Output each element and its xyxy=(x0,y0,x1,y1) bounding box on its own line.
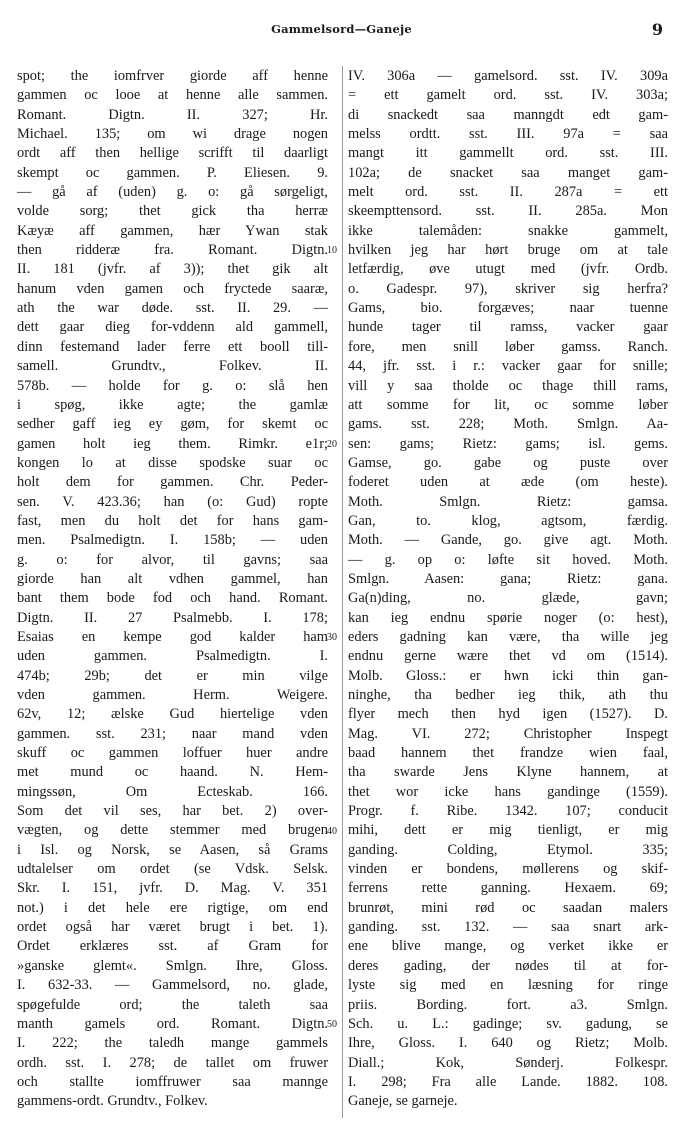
text-line: Ihre, Gloss. I. 640 og Rietz; Molb. xyxy=(348,1035,668,1052)
text-line: Smlgn. Aasen: gana; Rietz: gana. xyxy=(348,570,668,587)
line-number: 40 xyxy=(327,825,337,837)
text-line: sen: gams; Rietz: gams; isl. gems. xyxy=(348,435,668,452)
text-line: ath the war døde. sst. II. 29. — xyxy=(17,300,328,317)
text-line: letfærdig, øve utugt med (jvfr. Ordb. xyxy=(348,261,668,278)
text-line: then ridderæ fra. Romant. Digtn. xyxy=(17,242,328,259)
text-line: att somme for lit, oc somme løber xyxy=(348,396,668,413)
text-line: ordh. sst. I. 278; de tallet om fruwer xyxy=(17,1054,328,1071)
text-line: och stallte iomffruwer saa mannge xyxy=(17,1073,328,1090)
text-line: I. 222; the taledh mange gammels xyxy=(17,1035,328,1052)
text-line: 44, jfr. sst. i r.: vacker gaar for snille; xyxy=(348,358,668,375)
header-title: Gammelsord—Ganeje xyxy=(271,22,412,36)
text-line: kongen lo at disse spodske suar oc xyxy=(17,454,328,471)
text-line: 102a; de snacket saa manget gam- xyxy=(348,164,668,181)
text-line: ganding. sst. 132. — saa snart ark- xyxy=(348,919,668,936)
text-line: ordt aff then hellige scrifft til daarligt xyxy=(17,145,328,162)
text-line: giorde han alt vdhen gammel, han xyxy=(17,570,328,587)
text-line: Esaias en kempe god kalder ham xyxy=(17,628,328,645)
text-line: ikke talemåden: snakke gammelt, xyxy=(348,222,668,239)
text-line: melt ord. sst. II. 287a = ett xyxy=(348,184,668,201)
text-line: ferrens rette ganning. Hexaem. 69; xyxy=(348,880,668,897)
text-line: vden gammen. Herm. Weigere. xyxy=(17,687,328,703)
text-line: ordet også har været brugt i bet. 1). xyxy=(17,919,328,936)
text-line: lyste sig med en læsning for ringe xyxy=(348,977,668,994)
column-divider xyxy=(342,66,343,1118)
text-line: gamen holt ieg them. Rimkr. e1r; xyxy=(17,435,328,452)
text-line: met mund oc haand. N. Hem- xyxy=(17,764,328,781)
text-line: priis. Bording. fort. a3. Smlgn. xyxy=(348,996,668,1013)
text-line: spot; the iomfrver giorde aff henne xyxy=(17,68,328,84)
text-line: gammens-ordt. Grundtv., Folkev. xyxy=(17,1093,208,1110)
text-line: Mag. VI. 272; Christopher Inspegt xyxy=(348,725,668,742)
text-line: samell. Grundtv., Folkev. II. xyxy=(17,358,328,375)
text-line: = ett gamelt ord. sst. IV. 303a; xyxy=(348,87,668,104)
text-line: Michael. 135; om wi drage nogen xyxy=(17,126,328,143)
text-line: I. 632-33. — Gammelsord, no. glade, xyxy=(17,977,328,994)
text-line: dett gaar dieg for-vddenn ald gammell, xyxy=(17,319,328,336)
line-number: 50 xyxy=(327,1019,337,1031)
running-header xyxy=(0,12,683,38)
text-line: mangt itt gammellt ord. sst. III. xyxy=(348,145,668,162)
text-line: uden gammen. Psalmedigtn. I. xyxy=(17,648,328,665)
text-line: manth gamels ord. Romant. Digtn. xyxy=(17,1015,328,1032)
text-line: 474b; 29b; det er min vilge xyxy=(17,667,328,684)
text-line: thet wor icke hans gandinge (1559). xyxy=(348,783,668,800)
text-line: »ganske glemt«. Smlgn. Ihre, Gloss. xyxy=(17,957,328,974)
text-line: ene blive mange, og verket ikke er xyxy=(348,938,668,955)
text-line: Ganeje, se garneje. xyxy=(348,1093,458,1110)
text-line: Gamse, go. gabe og puste over xyxy=(348,454,668,471)
text-line: IV. 306a — gamelsord. sst. IV. 309a xyxy=(348,68,668,84)
text-line: spøgefulde ord; the taleth saa xyxy=(17,996,328,1013)
text-line: Digtn. II. 27 Psalmebb. I. 178; xyxy=(17,609,328,626)
text-line: sedher gaff ieg ey gøm, for skemt oc xyxy=(17,416,328,433)
text-line: fast, men du holt det for hans gam- xyxy=(17,512,328,529)
text-line: foderet uden at æde (om heste). xyxy=(348,474,668,491)
text-line: dinn festemand lader ferre ett booll till- xyxy=(17,338,328,355)
text-line: Som det vil ses, har bet. 2) over- xyxy=(17,803,328,820)
text-line: 578b. — holde for g. o: slå hen xyxy=(17,377,328,394)
text-line: mihi, dett er mig tienligt, er mig xyxy=(348,822,668,839)
text-line: II. 181 (jvfr. af 3)); thet gik alt xyxy=(17,261,328,278)
text-line: Kæyæ aff gammen, hær Ywan stak xyxy=(17,222,328,239)
text-line: — g. op o: løfte sit hoved. Moth. xyxy=(348,551,668,568)
text-line: skeempttensord. sst. II. 285a. Mon xyxy=(348,203,668,220)
text-line: g. o: for alvor, til gavns; saa xyxy=(17,551,328,568)
text-line: vill y saa tholde oc thage thill rams, xyxy=(348,377,668,394)
line-number: 10 xyxy=(327,245,337,257)
text-line: Ordet erklæres sst. af Gram for xyxy=(17,938,328,955)
text-line: bant them bode fod och hand. Romant. xyxy=(17,590,328,607)
text-line: hunde tager til ramss, vacker gaar xyxy=(348,319,668,336)
text-line: not.) i det hele ere rigtige, om end xyxy=(17,899,328,916)
text-line: tha swarde Jens Klyne hannem, at xyxy=(348,764,668,781)
text-line: Moth. Smlgn. Rietz: gamsa. xyxy=(348,493,668,510)
text-line: mingssøn, Om Ecteskab. 166. xyxy=(17,783,328,800)
text-line: ganding. Colding, Etymol. 335; xyxy=(348,841,668,858)
line-number: 20 xyxy=(327,438,337,450)
text-line: Skr. I. 151, jvfr. D. Mag. V. 351 xyxy=(17,880,328,897)
text-line: i Isl. og Norsk, se Aasen, så Grams xyxy=(17,841,328,858)
text-line: Gams, bio. forgæves; naar tuenne xyxy=(348,300,668,317)
text-line: Romant. Digtn. II. 327; Hr. xyxy=(17,106,328,123)
text-line: Molb. Gloss.: er hwn icki thin gan- xyxy=(348,667,668,684)
text-line: skempt oc gammen. P. Eliesen. 9. xyxy=(17,164,328,181)
text-line: eders gadning kan være, tha wille jeg xyxy=(348,628,668,645)
text-line: Gan, to. klog, agtsom, færdig. xyxy=(348,512,668,529)
text-line: vægten, og dette stemmer med brugen xyxy=(17,822,328,839)
text-line: melss ordtt. sst. III. 97a = saa xyxy=(348,126,668,143)
text-line: i spøg, ikke agte; the gamlæ xyxy=(17,396,328,413)
text-line: gammen. sst. 231; naar mand vden xyxy=(17,725,328,742)
text-line: Progr. f. Ribe. 1342. 107; conducit xyxy=(348,803,668,820)
text-line: gammen oc looe at henne alle sammen. xyxy=(17,87,328,104)
text-line: hvilken jeg har hørt bruge om at tale xyxy=(348,242,668,259)
text-line: ninghe, tha bedher ieg thik, ath thu xyxy=(348,687,668,703)
text-line: Sch. u. L.: gadinge; sv. gadung, se xyxy=(348,1015,668,1032)
text-line: 62v, 12; ælske Gud hiertelige vden xyxy=(17,706,328,723)
text-line: brunrøt, mini rød oc saadan malers xyxy=(348,899,668,916)
text-line: gams. sst. 228; Moth. Smlgn. Aa- xyxy=(348,416,668,433)
text-line: skuff oc gammen loffuer huer andre xyxy=(17,745,328,762)
line-number: 30 xyxy=(327,632,337,644)
left-text-column xyxy=(17,67,328,1112)
text-line: fore, men snill løber gamss. Ranch. xyxy=(348,338,668,355)
text-line: Diall.; Kok, Sønderj. Folkespr. xyxy=(348,1054,668,1071)
text-line: di snackedt saa manngdt edt gam- xyxy=(348,106,668,123)
text-line: deres gading, der nødes til at for- xyxy=(348,957,668,974)
text-line: I. 298; Fra alle Lande. 1882. 108. xyxy=(348,1073,668,1090)
page-number: 9 xyxy=(651,20,663,39)
text-line: vinden er bondens, møllerens og skif- xyxy=(348,861,668,878)
text-line: baad hannem thet frandze wien faal, xyxy=(348,745,668,762)
text-line: Moth. — Gande, go. give agt. Moth. xyxy=(348,532,668,549)
text-line: kan ieg endnu spørie noger (o: hest), xyxy=(348,609,668,626)
text-line: — gå af (uden) g. o: gå sørgeligt, xyxy=(17,184,328,201)
text-line: men. Psalmedigtn. I. 158b; — uden xyxy=(17,532,328,549)
text-line: endnu gerne wære thet vd om (1514). xyxy=(348,648,668,665)
text-line: sen. V. 423.36; han (o: Gud) ropte xyxy=(17,493,328,510)
text-line: Ga(n)ding, no. glæde, gavn; xyxy=(348,590,668,607)
right-text-column xyxy=(348,67,668,1112)
text-line: volde sorg; thet gick tha herræ xyxy=(17,203,328,220)
text-line: holt dem for gammen. Chr. Peder- xyxy=(17,474,328,491)
text-line: udtalelser om ordet (se Vdsk. Selsk. xyxy=(17,861,328,878)
text-line: hanum vden gamen och fryctede saaræ, xyxy=(17,280,328,297)
text-line: o. Gadespr. 97), skriver sig herfra? xyxy=(348,280,668,297)
text-line: flyer mech then hyd igen (1527). D. xyxy=(348,706,668,723)
